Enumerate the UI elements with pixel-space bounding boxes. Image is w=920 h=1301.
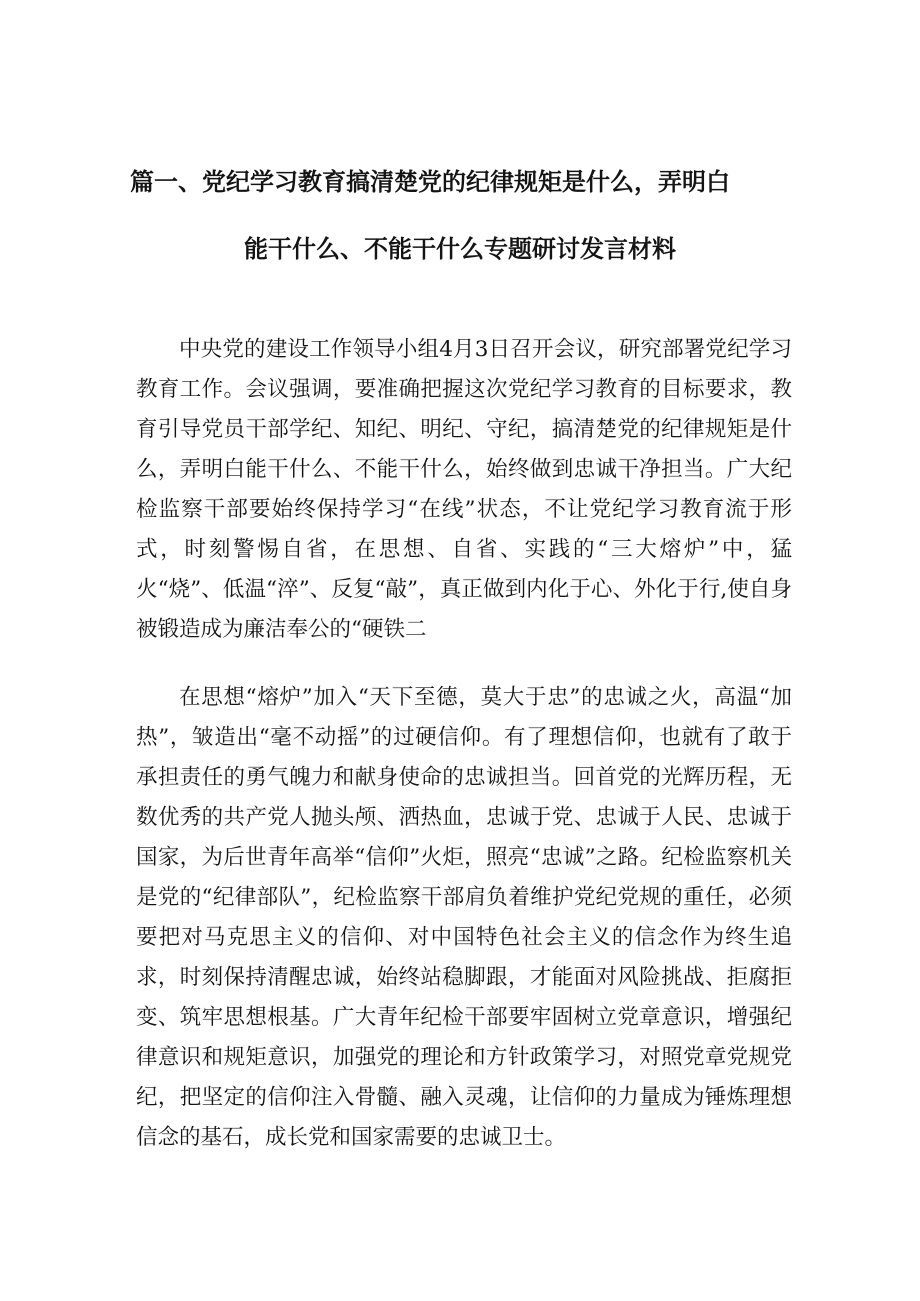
body-paragraph-1: 中央党的建设工作领导小组4月3日召开会议，研究部署党纪学习教育工作。会议强调，要准确把握这次党纪学习教育的目标要求，教育引导党员干部学纪、知纪、明纪、守纪，搞清楚党的纪律规矩是什么，弄明白能干什么、不能干什么，始终做到忠诚干净担当。广大纪检监察干部要始终保持学习“在线”状态，不让党纪学习教育流于形式，时刻警惕自省，在思想、自省、实践的“三大熔炉”中，猛火“烧”、低温“淬”、反复“敲”，真正做到内化于心、外化于行,使自身被锻造成为廉洁奉公的“硬铁二: [136, 337, 792, 642]
body-paragraph-2: 在思想“熔炉”加入“天下至德，莫大于忠”的忠诚之火，高温“加热”，皱造出“毫不动摇”的过硬信仰。有了理想信仰，也就有了敢于承担责任的勇气魄力和献身使命的忠诚担当。回首党的光辉历程，无数优秀的共产党人抛头颅、洒热血，忠诚于党、忠诚于人民、忠诚于国家，为后世青年高举“信仰”火炬，照亮“忠诚”之路。纪检监察机关是党的“纪律部队”，纪检监察干部肩负着维护党纪党规的重任，必须要把对马克思主义的信仰、对中国特色社会主义的信念作为终生追求，时刻保持清醒忠诚，始终站稳脚跟，才能面对风险挑战、拒腐拒变、筑牢思想根基。广大青年纪检干部要牢固树立党章意识，增强纪律意识和规矩意识，加强党的理论和方针政策学习，对照党章党规党纪，把坚定的信仰注入骨髓、融入灵魂，让信仰的力量成为锤炼理想信念的基石，成长党和国家需要的忠诚卫士。: [136, 685, 792, 1150]
document-title-line-1: 篇一、党纪学习教育搞清楚党的纪律规矩是什么，弄明白: [130, 168, 730, 196]
document-title-line-2: 能干什么、不能干什么专题研讨发言材料: [244, 235, 676, 263]
